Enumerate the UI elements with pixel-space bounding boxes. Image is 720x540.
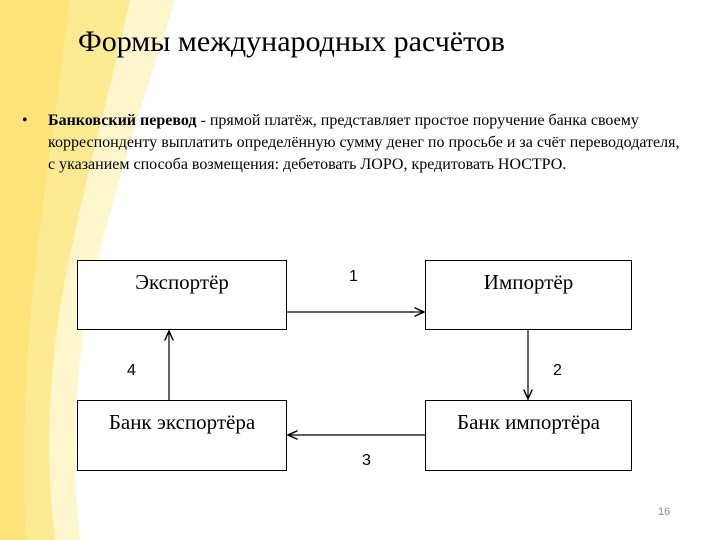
step-3-label: 3: [362, 452, 371, 469]
exporter-bank-label: Банк экспортёра: [108, 410, 256, 434]
step-1-label: 1: [349, 268, 358, 285]
exporter-box: [77, 260, 287, 330]
importer-label: Импортёр: [483, 270, 574, 294]
importer-bank-label: Банк импортёра: [457, 410, 600, 434]
exporter-label: Экспортёр: [135, 270, 229, 294]
bullet-marker: •: [22, 112, 28, 129]
bullet-text: [48, 110, 688, 176]
page-number: 16: [658, 506, 671, 518]
importer-box: [425, 260, 632, 330]
exporter-bank-box: [77, 400, 287, 471]
step-2-label: 2: [553, 362, 562, 379]
bullet-description: - прямой платёж, представляет простое поручение банка своему корреспонденту выплатить определённую сумму денег по просьбе и за счёт перевододателя, с указанием способа возмещения: дебетовать ЛОРО, кредитовать НОСТРО.: [48, 112, 680, 173]
step-4-label: 4: [127, 362, 136, 379]
slide-title: Формы международных расчётов: [78, 25, 505, 58]
importer-bank-box: [425, 400, 632, 471]
bullet-term: Банковский перевод: [48, 112, 197, 129]
